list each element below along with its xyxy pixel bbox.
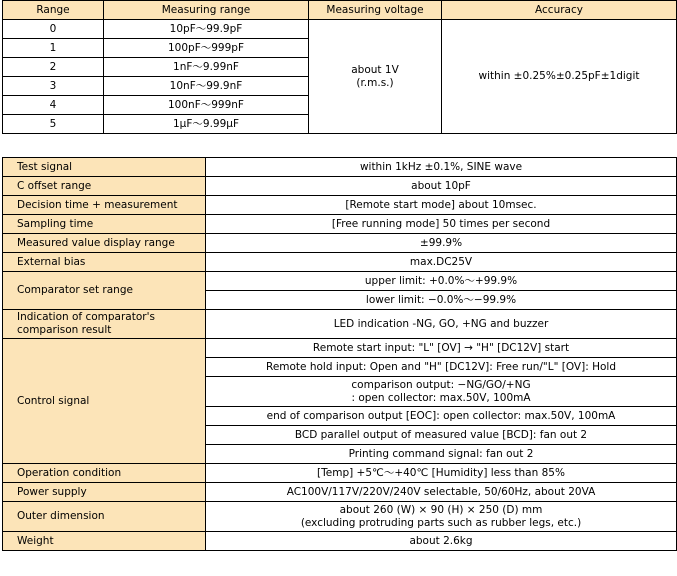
- range-cell: 4: [3, 96, 104, 115]
- table-row: [3, 464, 677, 483]
- spec-value: about 10pF: [206, 177, 677, 196]
- spec-label: Comparator set range: [3, 272, 206, 310]
- table-row: [3, 158, 677, 177]
- spec-label: External bias: [3, 253, 206, 272]
- table-row: [3, 483, 677, 502]
- table-row: [3, 234, 677, 253]
- spec-value: Remote hold input: Open and "H" [DC12V]: Free run/"L" [OV]: Hold: [206, 358, 677, 377]
- table-row: [3, 502, 677, 532]
- spec-value: Printing command signal: fan out 2: [206, 445, 677, 464]
- spec-label: Weight: [3, 532, 206, 551]
- voltage-unit: (r.m.s.): [356, 76, 394, 89]
- range-cell: 0: [3, 20, 104, 39]
- spec-value: [Temp] +5℃～+40℃ [Humidity] less than 85%: [206, 464, 677, 483]
- spec-label: Test signal: [3, 158, 206, 177]
- measuring-voltage-cell: [309, 20, 442, 134]
- range-table: [2, 0, 677, 134]
- spec-value: BCD parallel output of measured value [BCD]: fan out 2: [206, 426, 677, 445]
- spec-value: [Free running mode] 50 times per second: [206, 215, 677, 234]
- table-row: [3, 532, 677, 551]
- range-cell: 2: [3, 58, 104, 77]
- spec-value: end of comparison output [EOC]: open collector: max.50V, 100mA: [206, 407, 677, 426]
- spec-label: [3, 310, 206, 339]
- spec-value-line: (excluding protruding parts such as rubber legs, etc.): [300, 516, 582, 529]
- range-cell: 3: [3, 77, 104, 96]
- measuring-range-cell: 1μF～9.99μF: [104, 115, 309, 134]
- accuracy-cell: within ±0.25%±0.25pF±1digit: [442, 20, 677, 134]
- spec-label-line: Indication of comparator's: [17, 311, 155, 323]
- table-row: [3, 215, 677, 234]
- spec-value: within 1kHz ±0.1%, SINE wave: [206, 158, 677, 177]
- spec-value-line: comparison output: −NG/GO/+NG: [351, 378, 531, 391]
- spec-value: [206, 377, 677, 407]
- spec-value: ±99.9%: [206, 234, 677, 253]
- table-row: [3, 272, 677, 291]
- spec-value: about 2.6kg: [206, 532, 677, 551]
- spec-label: Measured value display range: [3, 234, 206, 253]
- spec-value: [Remote start mode] about 10msec.: [206, 196, 677, 215]
- spec-label: Power supply: [3, 483, 206, 502]
- table-row: [3, 339, 677, 358]
- voltage-value: about 1V: [351, 63, 399, 76]
- header-measuring-range: Measuring range: [104, 1, 309, 20]
- spec-label: Decision time + measurement: [3, 196, 206, 215]
- spec-label: C offset range: [3, 177, 206, 196]
- table-row: [3, 196, 677, 215]
- spec-value: LED indication -NG, GO, +NG and buzzer: [206, 310, 677, 339]
- measuring-range-cell: 100nF～999nF: [104, 96, 309, 115]
- header-accuracy: Accuracy: [442, 1, 677, 20]
- spec-label: Operation condition: [3, 464, 206, 483]
- spec-value: lower limit: −0.0%～−99.9%: [206, 291, 677, 310]
- measuring-range-cell: 100pF～999pF: [104, 39, 309, 58]
- spec-value: [206, 502, 677, 532]
- spec-value: AC100V/117V/220V/240V selectable, 50/60Hz, about 20VA: [206, 483, 677, 502]
- spec-label: Outer dimension: [3, 502, 206, 532]
- measuring-range-cell: 1nF～9.99nF: [104, 58, 309, 77]
- spec-value-line: : open collector: max.50V, 100mA: [351, 391, 531, 404]
- table-row: [3, 310, 677, 339]
- table-row: [3, 177, 677, 196]
- spec-label-line: comparison result: [17, 324, 112, 336]
- measuring-range-cell: 10nF～99.9nF: [104, 77, 309, 96]
- spec-table: [2, 157, 677, 551]
- header-range: Range: [3, 1, 104, 20]
- table-row: [3, 253, 677, 272]
- spec-value: upper limit: +0.0%～+99.9%: [206, 272, 677, 291]
- spec-label: Control signal: [3, 339, 206, 464]
- measuring-range-cell: 10pF～99.9pF: [104, 20, 309, 39]
- spec-label: Sampling time: [3, 215, 206, 234]
- spec-value-line: about 260 (W) × 90 (H) × 250 (D) mm: [339, 503, 543, 516]
- range-cell: 5: [3, 115, 104, 134]
- table-row: [3, 20, 677, 39]
- spec-value: Remote start input: "L" [OV] → "H" [DC12V] start: [206, 339, 677, 358]
- header-measuring-voltage: Measuring voltage: [309, 1, 442, 20]
- range-cell: 1: [3, 39, 104, 58]
- spec-value: max.DC25V: [206, 253, 677, 272]
